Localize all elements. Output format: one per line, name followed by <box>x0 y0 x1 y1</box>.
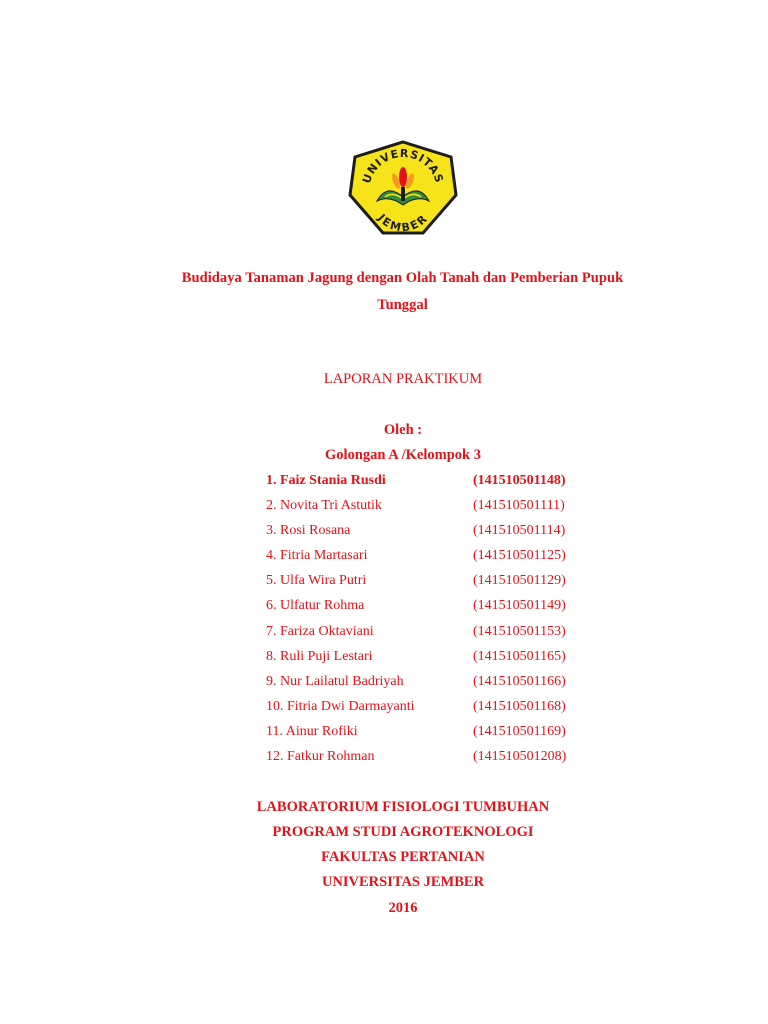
member-nim: (141510501153) <box>473 623 566 639</box>
member-nim: (141510501129) <box>473 573 566 589</box>
report-type: LAPORAN PRAKTIKUM <box>323 371 483 387</box>
member-row <box>266 597 606 622</box>
logo-text-top: UNIVERSITAS <box>359 146 447 186</box>
member-name: 11. Ainur Rofiki <box>266 723 358 739</box>
member-name: 6. Ulfatur Rohma <box>266 598 365 614</box>
member-row <box>266 497 606 522</box>
member-row <box>266 572 606 597</box>
member-name: 8. Ruli Puji Lestari <box>266 648 373 664</box>
study-program: PROGRAM STUDI AGROTEKNOLOGI <box>272 824 534 840</box>
member-nim: (141510501166) <box>473 673 566 689</box>
report-title-line-2: Tunggal <box>377 297 428 313</box>
member-nim: (141510501168) <box>473 698 566 714</box>
member-name: 5. Ulfa Wira Putri <box>266 573 367 589</box>
member-name: 10. Fitria Dwi Darmayanti <box>266 698 415 714</box>
member-row <box>266 547 606 572</box>
member-nim: (141510501114) <box>473 523 566 539</box>
university-name: UNIVERSITAS JEMBER <box>321 874 485 890</box>
member-row <box>266 698 606 723</box>
member-row <box>266 648 606 673</box>
faculty-name: FAKULTAS PERTANIAN <box>321 849 485 865</box>
member-row <box>266 472 606 497</box>
report-title-line-1: Budidaya Tanaman Jagung dengan Olah Tanah dan Pemberian Pupuk <box>181 270 624 286</box>
member-list <box>266 472 606 773</box>
member-name: 12. Fatkur Rohman <box>266 749 375 765</box>
member-nim: (141510501149) <box>473 598 566 614</box>
member-row <box>266 748 606 773</box>
university-jember-logo <box>347 139 459 237</box>
member-nim: (141510501165) <box>473 648 566 664</box>
member-nim: (141510501111) <box>473 498 565 514</box>
logo-text-bottom: JEMBER <box>375 211 431 235</box>
member-name: 3. Rosi Rosana <box>266 523 351 539</box>
member-row <box>266 723 606 748</box>
member-name: 9. Nur Lailatul Badriyah <box>266 673 404 689</box>
member-nim: (141510501169) <box>473 723 566 739</box>
member-nim: (141510501208) <box>473 749 567 765</box>
member-row <box>266 623 606 648</box>
by-label: Oleh : <box>383 422 423 438</box>
member-nim: (141510501125) <box>473 548 566 564</box>
member-name: 7. Fariza Oktaviani <box>266 623 374 639</box>
member-name: 2. Novita Tri Astutik <box>266 498 382 514</box>
group-label: Golongan A /Kelompok 3 <box>325 447 481 463</box>
laboratory-name: LABORATORIUM FISIOLOGI TUMBUHAN <box>256 799 550 815</box>
member-row <box>266 673 606 698</box>
report-year: 2016 <box>388 900 418 916</box>
member-name: 4. Fitria Martasari <box>266 548 368 564</box>
member-nim: (141510501148) <box>473 473 566 488</box>
member-row <box>266 522 606 547</box>
member-name: 1. Faiz Stania Rusdi <box>266 473 386 488</box>
